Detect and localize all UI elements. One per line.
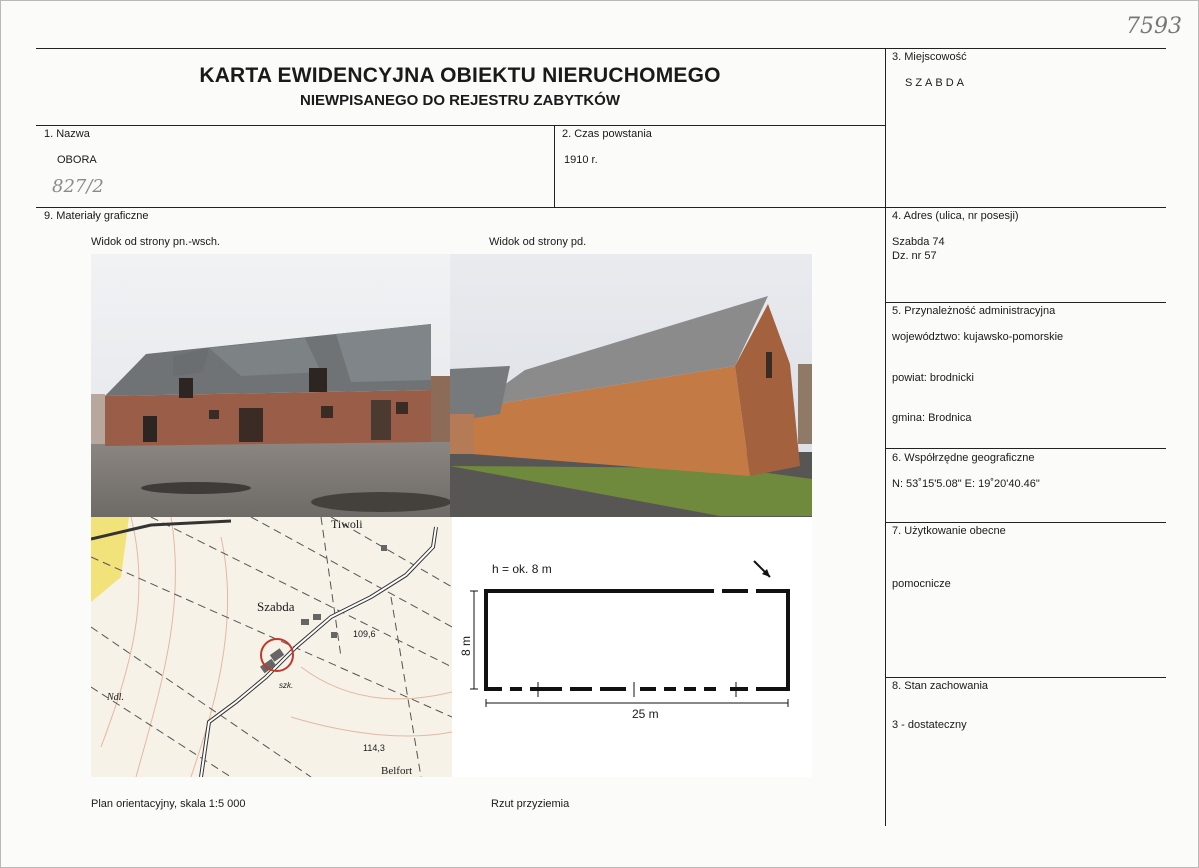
- rule-admin: [885, 302, 1166, 303]
- coords-value: N: 53˚15'5.08" E: 19˚20'40.46": [892, 478, 1040, 490]
- name-date-divider: [554, 125, 555, 207]
- use-value: pomocnicze: [892, 578, 951, 590]
- column-divider: [885, 48, 886, 826]
- condition-value: 3 - dostateczny: [892, 719, 967, 731]
- photo2-caption: Widok od strony pd.: [489, 236, 587, 248]
- plan-depth-dim: 8 m: [459, 635, 474, 657]
- address-line2: Dz. nr 57: [892, 250, 937, 262]
- admin-label: 5. Przynależność administracyjna: [892, 305, 1056, 317]
- photo-northeast-view: [91, 254, 450, 517]
- map-label-szabda: Szabda: [257, 599, 295, 614]
- orientation-map: [91, 517, 452, 777]
- map-label-height1: 109,6: [353, 629, 376, 639]
- name-value: OBORA: [57, 154, 97, 166]
- map-label-height2: 114,3: [363, 743, 385, 753]
- map-label-belfort: Belfort: [381, 765, 413, 777]
- card-subtitle: NIEWPISANEGO DO REJESTRU ZABYTKÓW: [299, 92, 621, 109]
- map-label-tiwoli: Tiwoli: [331, 517, 363, 531]
- rule-condition: [885, 677, 1166, 678]
- locality-label: 3. Miejscowość: [892, 51, 967, 63]
- top-rule: [36, 48, 1166, 49]
- date-value: 1910 r.: [564, 154, 598, 166]
- address-label: 4. Adres (ulica, nr posesji): [892, 210, 1019, 222]
- graphics-label: 9. Materiały graficzne: [44, 210, 149, 222]
- map-label-ndl: Ndl.: [107, 692, 124, 703]
- map-caption: Plan orientacyjny, skala 1:5 000: [91, 798, 246, 810]
- plan-height-note: h = ok. 8 m: [492, 562, 552, 576]
- coords-label: 6. Współrzędne geograficzne: [892, 452, 1035, 464]
- admin-province: województwo: kujawsko-pomorskie: [892, 331, 1064, 343]
- condition-label: 8. Stan zachowania: [892, 680, 989, 692]
- handwritten-ref: 827/2: [52, 176, 104, 197]
- photo1-caption: Widok od strony pn.-wsch.: [91, 236, 220, 248]
- card-title: KARTA EWIDENCYJNA OBIEKTU NIERUCHOMEGO: [199, 64, 721, 87]
- admin-county: powiat: brodnicki: [892, 372, 974, 384]
- archive-number: 7593: [1126, 14, 1182, 39]
- date-label: 2. Czas powstania: [562, 128, 652, 140]
- map-label-szk: szk.: [279, 681, 294, 690]
- header-rule: [36, 125, 885, 126]
- address-line1: Szabda 74: [892, 236, 945, 248]
- rule-use: [885, 522, 1166, 523]
- photo-south-view: [450, 254, 812, 517]
- admin-commune: gmina: Brodnica: [892, 412, 972, 424]
- section-rule: [36, 207, 1166, 208]
- plan-caption: Rzut przyziemia: [491, 798, 570, 810]
- locality-value: SZABDA: [905, 77, 968, 89]
- name-label: 1. Nazwa: [44, 128, 90, 140]
- use-label: 7. Użytkowanie obecne: [892, 525, 1006, 537]
- floor-plan: [452, 517, 812, 777]
- rule-coords: [885, 448, 1166, 449]
- plan-width-dim: 25 m: [632, 707, 659, 721]
